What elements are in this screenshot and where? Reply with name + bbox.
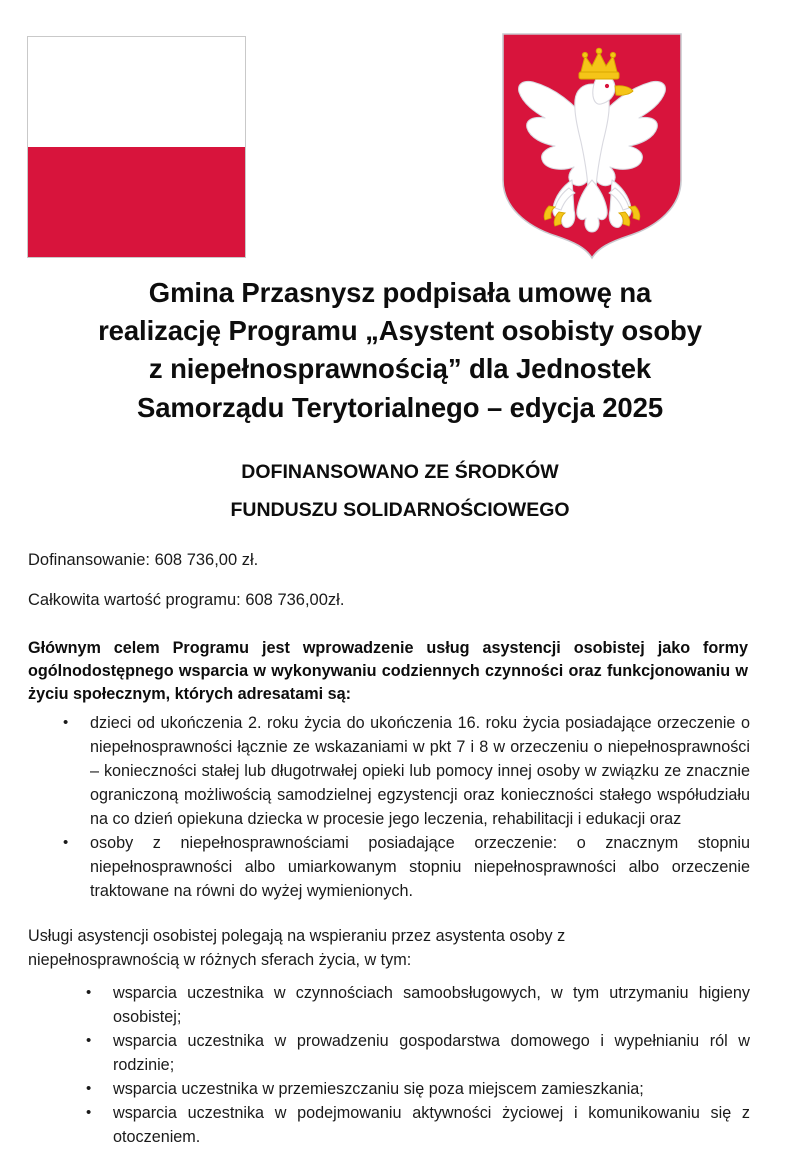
- services-intro-paragraph: [0, 904, 800, 976]
- services-intro-line-1: Usługi asystencji osobistej polegają na wspieraniu przez asystenta osoby z: [28, 927, 566, 946]
- cofinancing-amount: Dofinansowanie: 608 736,00 zł.: [28, 550, 259, 569]
- subtitle-line-1: DOFINANSOWANO ZE ŚRODKÓW: [241, 460, 559, 483]
- page-title: [0, 262, 800, 427]
- eligibility-list: [0, 712, 800, 904]
- services-intro-line-2: niepełnosprawnością w różnych sferach życia, w tym:: [28, 950, 412, 969]
- emblem-row: [0, 0, 800, 262]
- title-line-4: Samorządu Terytorialnego – edycja 2025: [136, 391, 664, 423]
- title-line-3: z niepełnosprawnością” dla Jednostek: [148, 353, 652, 385]
- list-item: • wsparcia uczestnika w czynnościach samoobsługowych, w tym utrzymaniu higieny osobistej;: [0, 982, 800, 1030]
- funding-source-heading: [0, 427, 800, 529]
- program-goal-paragraph: Głównym celem Programu jest wprowadzenie usług asystencji osobistej jako formy ogólnodostępnego wsparcia w wykonywaniu codziennych czynności oraz funkcjonowaniu w życiu społecznym, których adresatami są:: [28, 639, 748, 704]
- list-item: • wsparcia uczestnika w prowadzeniu gospodarstwa domowego i wypełnianiu ról w rodzinie;: [0, 1030, 800, 1078]
- list-item: • osoby z niepełnosprawnościami posiadające orzeczenie: o znacznym stopniu niepełnosprawności albo umiarkowanym stopniu niepełnosprawności albo orzeczenie traktowane na równi do wyżej wymienionych.: [0, 832, 800, 904]
- funding-amounts: [0, 529, 800, 612]
- polish-coat-of-arms-image: [497, 30, 687, 262]
- list-item: • dzieci od ukończenia 2. roku życia do ukończenia 16. roku życia posiadające orzeczenie o niepełnosprawności łącznie ze wskazaniami w pkt 7 i 8 w orzeczeniu o niepełnosprawności – konieczności stałej lub długotrwałej opieki lub pomocy innej osoby w związku ze znacznie ograniczoną możliwością samodzielnej egzystencji oraz konieczności stałego współudziału na co dzień opiekuna dziecka w procesie jego leczenia, rehabilitacji i edukacji oraz: [0, 712, 800, 832]
- services-list: [0, 982, 800, 1150]
- list-item: • wsparcia uczestnika w przemieszczaniu się poza miejscem zamieszkania;: [0, 1078, 800, 1102]
- flag-white-stripe: [28, 37, 245, 147]
- polish-flag-image: [27, 36, 246, 258]
- title-line-2: realizację Programu „Asystent osobisty osoby: [98, 315, 702, 347]
- flag-red-stripe: [28, 147, 245, 257]
- list-item: • wsparcia uczestnika w podejmowaniu aktywności życiowej i komunikowaniu się z otoczeniem.: [0, 1102, 800, 1150]
- subtitle-line-2: FUNDUSZU SOLIDARNOŚCIOWEGO: [230, 498, 570, 521]
- total-program-value: Całkowita wartość programu: 608 736,00zł.: [28, 591, 345, 610]
- title-line-1: Gmina Przasnysz podpisała umowę na: [148, 277, 652, 308]
